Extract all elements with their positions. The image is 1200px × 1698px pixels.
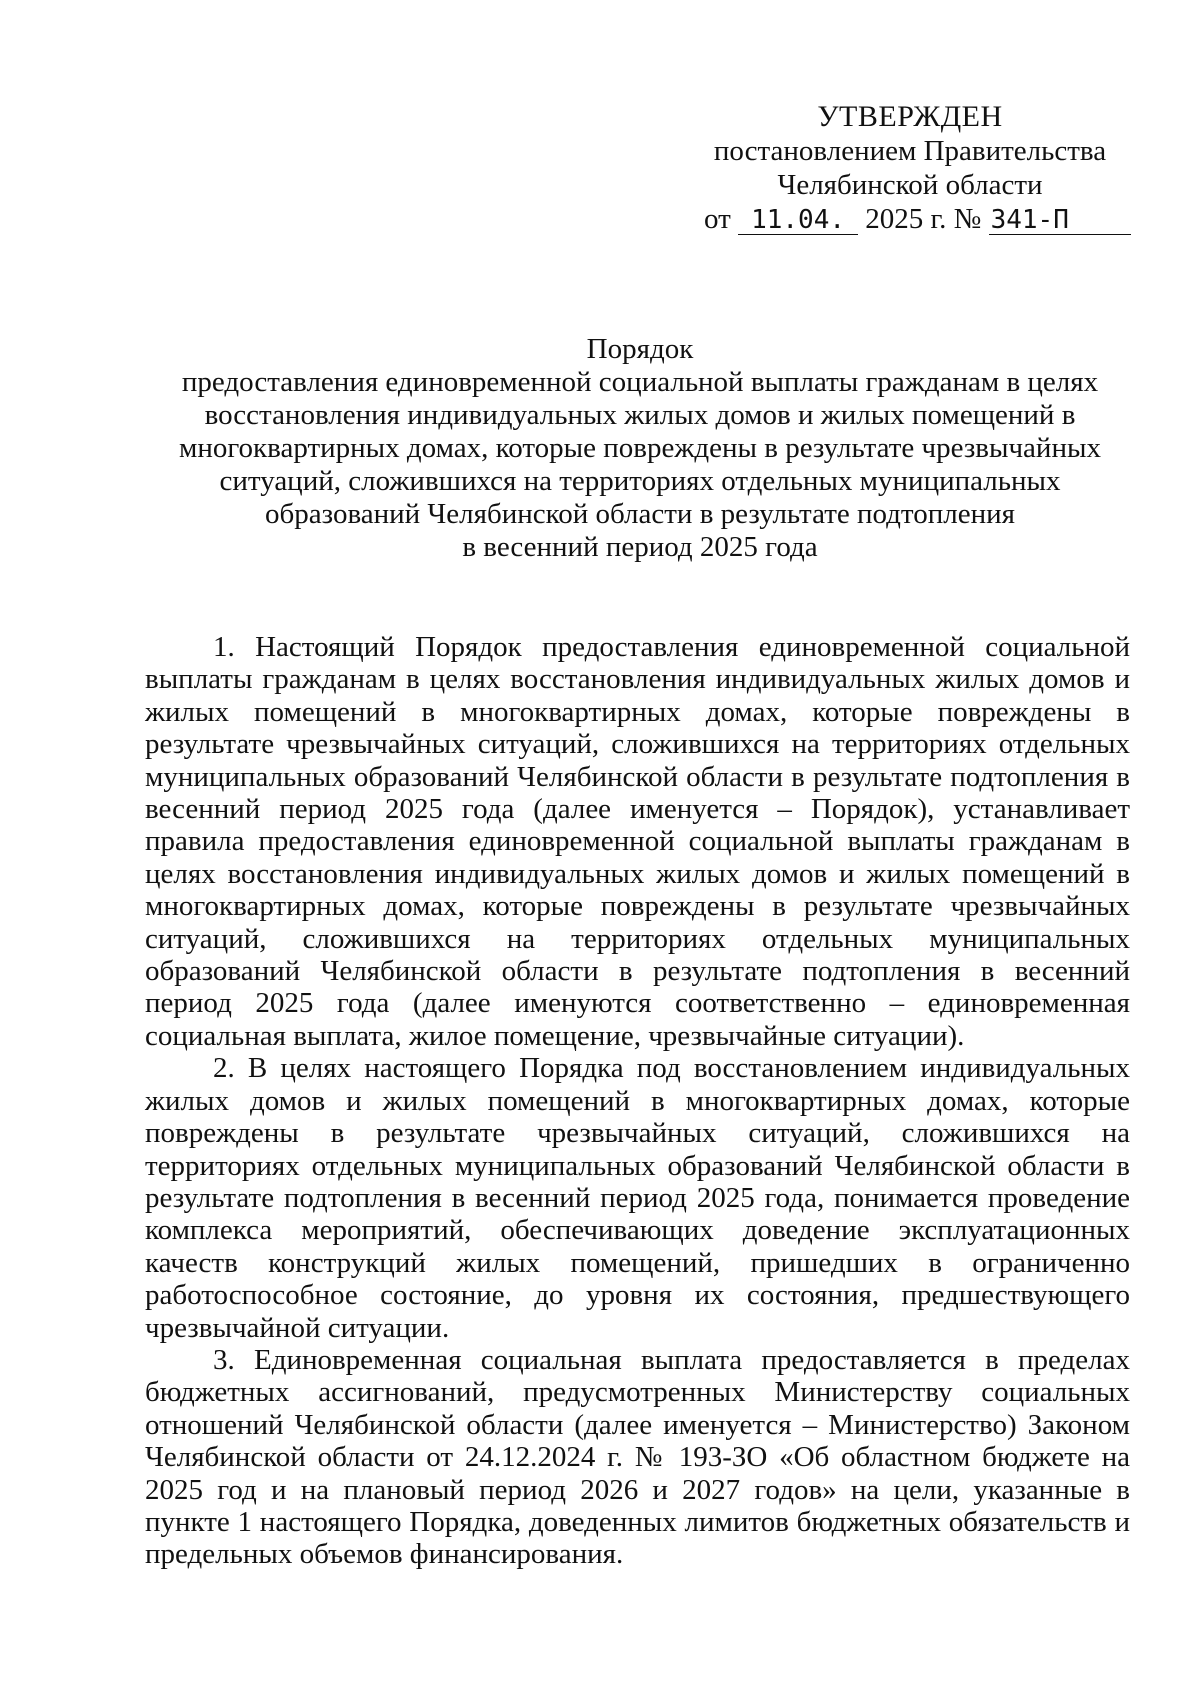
document-subtitle-line: в весенний период 2025 года: [462, 531, 818, 563]
document-subtitle-line: многоквартирных домах, которые повреждены в результате чрезвычайных: [179, 432, 1101, 464]
document-heading: Порядок: [586, 333, 694, 365]
decree-date: 11.04.: [738, 206, 858, 235]
paragraph-2: 2. В целях настоящего Порядка под восстановлением индивидуальных жилых домов и жилых помещений в многоквартирных домах, которые повреждены в результате чрезвычайных ситуаций, сложившихся на территориях отдельных муниципальных образований Челябинской области в результате подтопления в весенний период 2025 года, понимается проведение комплекса мероприятий, обеспечивающих доведение эксплуатационных качеств конструкций жилых помещений, пришедших в ограниченно работоспособное состояние, до уровня их состояния, предшествующего чрезвычайной ситуации.: [145, 1052, 1130, 1344]
decree-year: 2025 г. №: [865, 203, 982, 235]
decree-number: 341-П: [989, 206, 1131, 235]
paragraph-1: 1. Настоящий Порядок предоставления единовременной социальной выплаты гражданам в целях восстановления индивидуальных жилых домов и жилых помещений в многоквартирных домах, которые повреждены в результате чрезвычайных ситуаций, сложившихся на территориях отдельных муниципальных образований Челябинской области в результате подтопления в весенний период 2025 года (далее именуется – Порядок), устанавливает правила предоставления единовременной социальной выплаты гражданам в целях восстановления индивидуальных жилых домов и жилых помещений в многоквартирных домах, которые повреждены в результате чрезвычайных ситуаций, сложившихся на территориях отдельных муниципальных образований Челябинской области в результате подтопления в весенний период 2025 года (далее именуются соответственно – единовременная социальная выплата, жилое помещение, чрезвычайные ситуации).: [145, 631, 1130, 1052]
document-subtitle-line: предоставления единовременной социальной выплаты гражданам в целях: [181, 366, 1099, 398]
approval-title: УТВЕРЖДЕН: [817, 100, 1003, 133]
document-subtitle-line: образований Челябинской области в результате подтопления: [265, 498, 1015, 530]
approval-line-2: Челябинской области: [777, 169, 1043, 201]
approval-stamp: [680, 100, 1140, 236]
document-body: [145, 631, 1130, 1571]
document-title-block: [150, 333, 1130, 564]
document-subtitle-line: восстановления индивидуальных жилых домов и жилых помещений в: [204, 399, 1076, 431]
approval-date-line: [704, 202, 1140, 236]
date-prefix: от: [704, 203, 731, 235]
approval-line-1: постановлением Правительства: [713, 135, 1107, 167]
paragraph-3: 3. Единовременная социальная выплата предоставляется в пределах бюджетных ассигнований, предусмотренных Министерству социальных отношений Челябинской области (далее именуется – Министерство) Законом Челябинской области от 24.12.2024 г. № 193-ЗО «Об областном бюджете на 2025 год и на плановый период 2026 и 2027 годов» на цели, указанные в пункте 1 настоящего Порядка, доведенных лимитов бюджетных обязательств и предельных объемов финансирования.: [145, 1343, 1130, 1571]
document-subtitle-line: ситуаций, сложившихся на территориях отдельных муниципальных: [219, 465, 1061, 497]
